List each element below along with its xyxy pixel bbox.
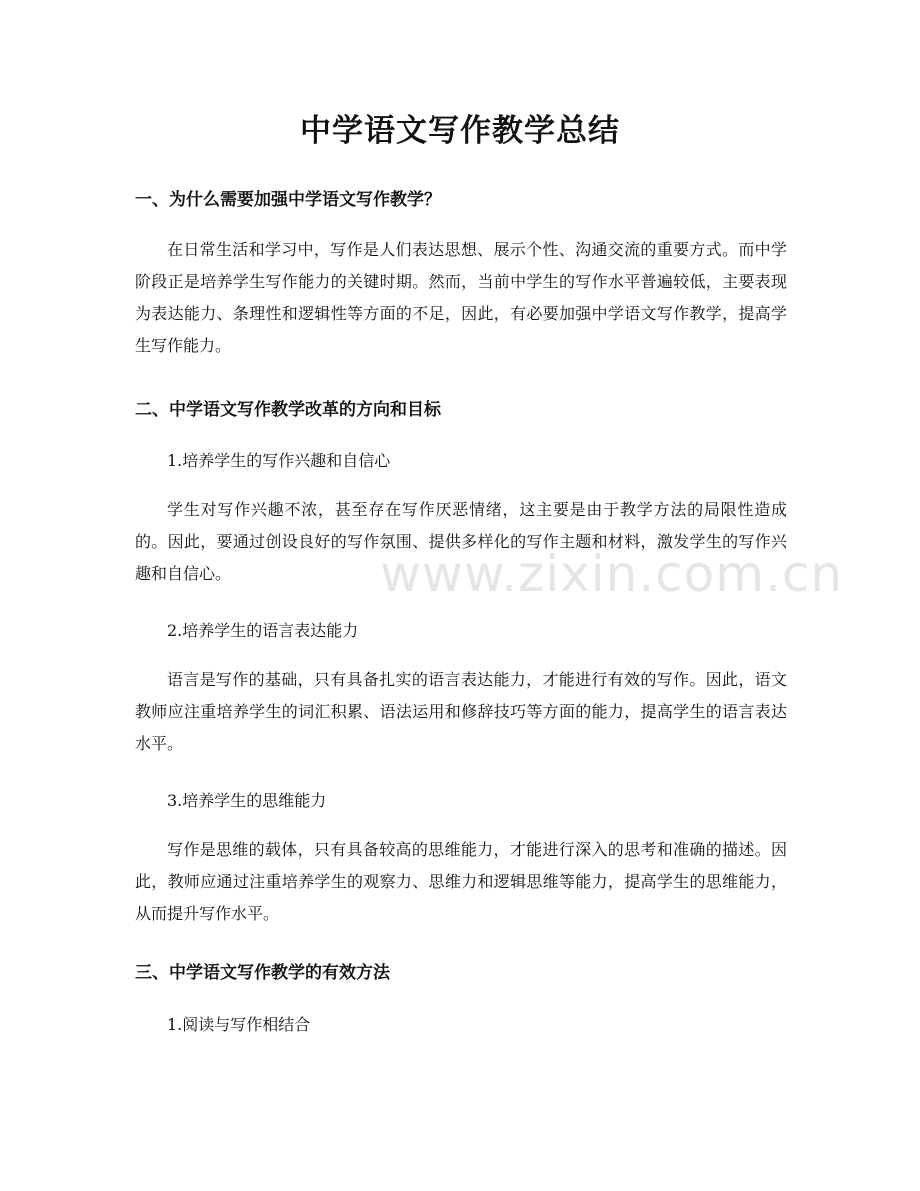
subheading-2-3: 3.培养学生的思维能力	[167, 791, 327, 810]
section-heading-2: 二、中学语文写作教学改革的方向和目标	[135, 400, 441, 420]
section-1-paragraph: 在日常生活和学习中，写作是人们表达思想、展示个性、沟通交流的重要方式。而中学阶段正是培养学生写作能力的关键时期。然而，当前中学生的写作水平普遍较低，主要表现为表达能力、条理性和逻辑性等方面的不足，因此，有必要加强中学语文写作教学，提高学生写作能力。	[135, 240, 787, 355]
paragraph-2-2: 语言是写作的基础，只有具备扎实的语言表达能力，才能进行有效的写作。因此，语文教师应注重培养学生的词汇积累、语法运用和修辞技巧等方面的能力，提高学生的语言表达水平。	[135, 670, 787, 753]
paragraph-2-3: 写作是思维的载体，只有具备较高的思维能力，才能进行深入的思考和准确的描述。因此，教师应通过注重培养学生的观察力、思维力和逻辑思维等能力，提高学生的思维能力，从而提升写作水平。	[135, 840, 787, 923]
subheading-2-2: 2.培养学生的语言表达能力	[167, 621, 359, 640]
subheading-2-1: 1.培养学生的写作兴趣和自信心	[167, 451, 391, 470]
watermark: www.zixin.com.cn	[380, 545, 844, 603]
section-heading-1: 一、为什么需要加强中学语文写作教学？	[135, 190, 441, 210]
document-title: 中学语文写作教学总结	[300, 113, 620, 149]
paragraph-2-1: 学生对写作兴趣不浓，甚至存在写作厌恶情绪，这主要是由于教学方法的局限性造成的。因此，要通过创设良好的写作氛围、提供多样化的写作主题和材料，激发学生的写作兴趣和自信心。	[135, 500, 787, 583]
section-heading-3: 三、中学语文写作教学的有效方法	[135, 963, 390, 983]
subheading-3-1: 1.阅读与写作相结合	[167, 1015, 311, 1034]
